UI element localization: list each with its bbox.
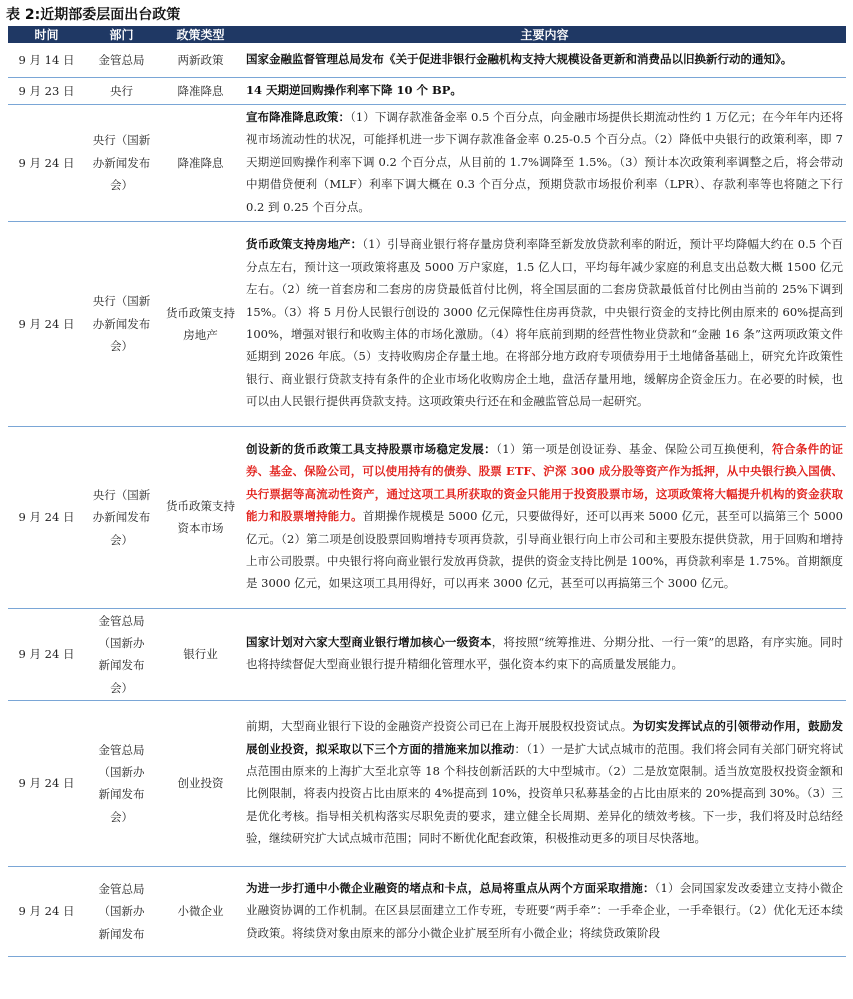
policy-type-cell <box>158 700 243 866</box>
table-row <box>8 700 846 866</box>
policy-type-cell <box>158 426 243 608</box>
content-cell <box>243 221 846 426</box>
policy-type-cell <box>158 104 243 221</box>
policy-table <box>8 26 846 957</box>
table-header-row <box>8 26 846 43</box>
header-department: 部门 <box>85 26 158 43</box>
department-label: 金管总局（国新办新闻发布会） <box>98 742 145 824</box>
department-label: 央行 <box>110 83 133 98</box>
bold-text: 创设新的货币政策工具支持股票市场稳定发展： <box>246 442 497 457</box>
content-text: （1）会同国家发改委建立支持小微企业融资协调的工作机制。在区县层面建立工作专班，专班要“两手牵”：一手牵企业，一手牵银行。（2）优化无还本续贷政策。将续贷对象由原来的部分小微企业扩展至所有小微企业；将续贷政策阶段 <box>246 880 843 940</box>
content-text: ，将按照“统筹推进、分期分批、一行一策”的思路，有序实施。同时也将持续督促大型商业银行提升精细化管理水平，强化资本约束下的高质量发展能力。 <box>246 635 843 672</box>
content-cell <box>243 104 846 221</box>
policy-type-label: 创业投资 <box>177 776 224 791</box>
policy-type-cell <box>158 608 243 700</box>
policy-type-label: 小微企业 <box>177 904 224 919</box>
bold-text: 货币政策支持房地产： <box>246 237 363 252</box>
date-cell: 9 月 23 日 <box>8 77 85 104</box>
content-cell <box>243 77 846 104</box>
department-cell <box>85 426 158 608</box>
department-label: 央行（国新办新闻发布会） <box>92 294 151 354</box>
table-title: 表 2:近期部委层面出台政策 <box>6 7 181 23</box>
date-cell: 9 月 24 日 <box>8 608 85 700</box>
header-main-content: 主要内容 <box>243 26 846 43</box>
policy-type-cell <box>158 221 243 426</box>
policy-type-cell <box>158 77 243 104</box>
content-text: （1）第一项是创设证券、基金、保险公司互换便利， <box>496 442 772 457</box>
date-cell: 9 月 24 日 <box>8 866 85 956</box>
policy-type-label: 降准降息 <box>177 155 224 170</box>
department-label: 央行（国新办新闻发布会） <box>92 487 151 547</box>
content-text: （1）引导商业银行将存量房贷利率降至新发放贷款利率的附近，预计平均降幅大约在 0.5 个百分点左右，预计这一项政策将惠及 5000 万户家庭，1.5 亿人口，平均每年减少家庭的利息支出总数大概 1500 亿元左右。（2）统一首套房和二套房的房贷最低首付比例，将全国层面的二套房贷款最低首付比例由当前的 25%下调到 15%。（3）将 5 月份人民银行创设的 3000 亿元保障性住房再贷款，中央银行资金的支持比例由原来的 60%提高到 100%，增强对银行和收购主体的市场化激励。（4）将年底前到期的经营性物业贷款和“金融 16 条”这两项政策文件延期到 2026 年底。（5）支持收购房企存量土地。在将部分地方政府专项债券用于土地储备基础上，研究允许政策性银行、商业银行贷款支持有条件的企业市场化收购房企土地，盘活存量用地，缓解房企资金压力。在必要的时候，也可以由人民银行提供再贷款支持。这项政策央行还在和金融监管总局一起研究。 <box>246 237 843 409</box>
header-policy-type: 政策类型 <box>158 26 243 43</box>
department-cell <box>85 608 158 700</box>
content-cell <box>243 608 846 700</box>
content-cell <box>243 866 846 956</box>
policy-type-label: 两新政策 <box>177 52 224 67</box>
content-cell <box>243 700 846 866</box>
table-row <box>8 866 846 956</box>
content-cell <box>243 426 846 608</box>
date-cell: 9 月 14 日 <box>8 43 85 77</box>
department-label: 金管总局（国新办新闻发布会） <box>98 613 145 695</box>
date-cell: 9 月 24 日 <box>8 221 85 426</box>
content-text: ：（1）一是扩大试点城市的范围。我们将会同有关部门研究将试点范围由原来的上海扩大至北京等 18 个科技创新活跃的大中型城市。（2）二是放宽限制。适当放宽股权投资金额和比例限制，将表内投资占比由原来的 4%提高到 10%，投资单只私募基金的占比由原来的 20%提高到 30%。（3）三是优化考核。指导相关机构落实尽职免责的要求，建立健全长周期、差异化的绩效考核。下一步，我们将及时总结经验，继续研究扩大试点城市范围；同时不断优化配套政策，积极推动更多的项目尽快落地。 <box>246 741 843 846</box>
table-row <box>8 426 846 608</box>
department-label: 金管总局（国新办新闻发布 <box>98 881 145 941</box>
header-date: 时间 <box>8 26 85 43</box>
content-cell <box>243 43 846 77</box>
table-row <box>8 104 846 221</box>
date-cell: 9 月 24 日 <box>8 700 85 866</box>
policy-type-label: 银行业 <box>183 647 218 662</box>
bold-text: 国家金融监督管理总局发布《关于促进非银行金融机构支持大规模设备更新和消费品以旧换新行动的通知》。 <box>246 51 793 66</box>
date-cell: 9 月 24 日 <box>8 426 85 608</box>
policy-type-cell <box>158 43 243 77</box>
department-cell <box>85 43 158 77</box>
department-label: 央行（国新办新闻发布会） <box>92 133 151 193</box>
table-row <box>8 608 846 700</box>
bold-text: 宣布降准降息政策： <box>246 109 351 124</box>
department-cell <box>85 77 158 104</box>
table-row <box>8 77 846 104</box>
bold-text: 为进一步打通中小微企业融资的堵点和卡点，总局将重点从两个方面采取措施： <box>246 880 655 895</box>
department-label: 金管总局 <box>98 52 145 67</box>
highlight-text: 符合条件的证券、基金、保险公司，可以使用持有的债券、股票 ETF、沪深 300 成分股等资产作为抵押，从中央银行换入国债、央行票据等高流动性资产，通过这项工具所获取的资金只能用于投资股票市场，这项政策将大幅提升机构的资金获取能力和股票增持能力。 <box>246 442 843 524</box>
department-cell <box>85 700 158 866</box>
policy-type-label: 货币政策支持资本市场 <box>166 499 235 536</box>
bold-text: 14 天期逆回购操作利率下降 10 个 BP。 <box>246 82 462 97</box>
bold-text: 为切实发挥试点的引领带动作用，鼓励发展创业投资，拟采取以下三个方面的措施来加以推动 <box>246 719 844 756</box>
policy-type-label: 降准降息 <box>177 83 224 98</box>
bold-text: 国家计划对六家大型商业银行增加核心一级资本 <box>246 635 492 650</box>
policy-type-label: 货币政策支持房地产 <box>166 305 235 342</box>
department-cell <box>85 866 158 956</box>
department-cell <box>85 221 158 426</box>
content-text: 首期操作规模是 5000 亿元，只要做得好，还可以再来 5000 亿元，甚至可以搞第三个 5000 亿元。（2）第二项是创设股票回购增持专项再贷款，引导商业银行向上市公司和主要股东提供贷款，用于回购和增持上市公司股票。中央银行将向商业银行发放再贷款，提供的资金支持比例是 100%，再贷款利率是 1.75%。首期额度是 3000 亿元，如果这项工具用得好，可以再来 3000 亿元，甚至可以再搞第三个 3000 亿元。 <box>246 509 843 591</box>
content-text: 前期，大型商业银行下设的金融资产投资公司已在上海开展股权投资试点。 <box>246 719 633 734</box>
table-row <box>8 221 846 426</box>
content-text: （1）下调存款准备金率 0.5 个百分点，向金融市场提供长期流动性约 1 万亿元；在今年年内还将视市场流动性的状况，可能择机进一步下调存款准备金率 0.25-0.5 个百分点。（2）降低中央银行的政策利率，即 7 天期逆回购操作利率下调 0.2 个百分点，从目前的 1.7%调降至 1.5%。（3）预计本次政策利率调整之后，将会带动中期借贷便利（MLF）利率下调大概在 0.3 个百分点，预期贷款市场报价利率（LPR）、存款利率等也将随之下行 0.2 到 0.25 个百分点。 <box>246 109 844 214</box>
date-cell: 9 月 24 日 <box>8 104 85 221</box>
table-row <box>8 43 846 77</box>
department-cell <box>85 104 158 221</box>
policy-type-cell <box>158 866 243 956</box>
